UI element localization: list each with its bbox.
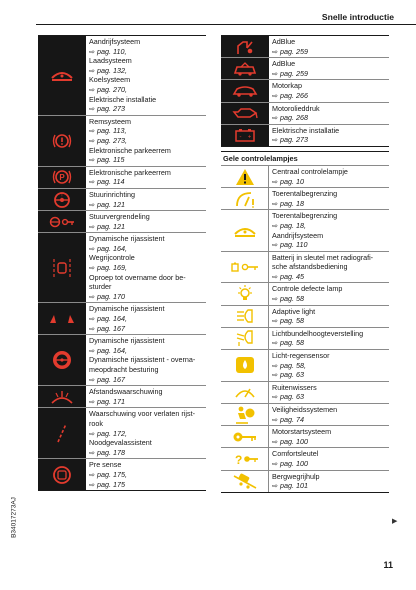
page-reference-link[interactable]: pag. 63	[280, 370, 305, 380]
battery-icon	[221, 125, 269, 146]
indicator-description	[269, 252, 389, 283]
page-reference-link[interactable]: pag. 100	[280, 458, 309, 468]
indicator-label: AdBlue	[272, 59, 296, 69]
indicator-label: Comfortsleutel	[272, 449, 319, 459]
page-ref-arrow-icon: ⇨	[89, 428, 96, 438]
indicator-row	[221, 404, 389, 426]
indicator-description	[269, 283, 389, 304]
page-ref-arrow-icon: ⇨	[89, 479, 96, 489]
indicator-label: Stuurinrichting	[89, 189, 135, 199]
indicator-description	[269, 210, 389, 250]
page-ref-arrow-icon: ⇨	[272, 481, 279, 491]
indicator-label: Dynamische rijassistent - overna-	[89, 355, 196, 365]
indicator-label: Oproep tot overname door be-	[89, 272, 186, 282]
page-reference-link[interactable]: pag. 266	[280, 90, 309, 100]
page-ref-arrow-icon: ⇨	[272, 458, 279, 468]
steering-lock-icon	[38, 211, 86, 232]
side-code	[8, 460, 20, 580]
car-yellow-icon	[221, 210, 269, 250]
page-reference-link[interactable]: pag. 113,	[97, 126, 127, 136]
hill-descent-icon	[221, 471, 269, 492]
page-reference-link[interactable]: pag. 178	[97, 447, 126, 457]
indicator-description	[269, 36, 389, 57]
indicator-label: Stuurvergrendeling	[89, 212, 150, 222]
indicator-label: Waarschuwing voor verlaten rijst-	[89, 409, 195, 419]
indicator-row	[221, 125, 389, 146]
page-ref-arrow-icon: ⇨	[272, 436, 279, 446]
indicator-description	[269, 306, 389, 327]
page-reference-link[interactable]: pag. 110,	[97, 46, 127, 56]
page-ref-arrow-icon: ⇨	[272, 176, 279, 186]
page-ref-arrow-icon: ⇨	[89, 396, 96, 406]
indicator-row	[38, 211, 206, 233]
parking-brake-icon	[38, 167, 86, 188]
key-battery-icon	[221, 252, 269, 283]
indicator-row	[221, 382, 389, 404]
indicator-label: sturder	[89, 282, 112, 292]
indicator-row	[38, 116, 206, 167]
indicator-label: Motorolieddruk	[272, 103, 320, 113]
page-reference-link[interactable]: pag. 268	[280, 113, 309, 123]
indicator-row	[38, 386, 206, 408]
indicator-label: Dynamische rijassistent	[89, 304, 165, 314]
page-ref-arrow-icon: ⇨	[272, 220, 279, 230]
side-code-text: B34017273AJ	[10, 497, 18, 538]
indicator-label: Elektrische installatie	[272, 125, 340, 135]
indicator-row	[221, 58, 389, 80]
indicator-label: Motorstartsysteem	[272, 427, 332, 437]
indicator-label: Afstandswaarschuwing	[89, 387, 163, 397]
indicator-description	[86, 211, 206, 232]
indicator-row	[221, 350, 389, 382]
indicator-row	[221, 306, 389, 328]
page-reference-link[interactable]: pag. 170	[97, 291, 126, 301]
indicator-row	[38, 233, 206, 303]
wiper-icon	[221, 382, 269, 403]
page-reference-link[interactable]: pag. 45	[280, 271, 305, 281]
page-reference-link[interactable]: pag. 273,	[97, 135, 128, 145]
page-reference-link[interactable]: pag. 58	[280, 294, 305, 304]
svg-text:?: ?	[234, 452, 242, 466]
indicator-label: Bergwegrijhulp	[272, 471, 320, 481]
indicator-row	[221, 166, 389, 188]
indicator-label: Licht-regensensor	[272, 351, 330, 361]
page-reference-link[interactable]: pag. 273	[280, 135, 309, 145]
page-ref-arrow-icon: ⇨	[89, 323, 96, 333]
indicator-description	[269, 471, 389, 492]
adaptive-light-icon	[221, 306, 269, 327]
page-reference-link[interactable]: pag. 171	[97, 396, 126, 406]
section-heading: Gele controlelampjes	[221, 152, 389, 166]
comfort-key-icon	[221, 448, 269, 469]
page-reference-link[interactable]: pag. 273	[97, 104, 126, 114]
page-ref-arrow-icon: ⇨	[89, 46, 96, 56]
indicator-label: Lichtbundelhoogteverstelling	[272, 328, 364, 338]
indicator-description	[86, 386, 206, 407]
page-reference-link[interactable]: pag. 270,	[97, 84, 128, 94]
page-reference-link[interactable]: pag. 115	[97, 155, 125, 165]
indicator-label: Dynamische rijassistent	[89, 234, 165, 244]
indicator-row	[221, 252, 389, 284]
hood-icon	[221, 80, 269, 101]
page-reference-link[interactable]: pag. 259	[280, 46, 309, 56]
page-ref-arrow-icon: ⇨	[272, 68, 279, 78]
page-ref-arrow-icon: ⇨	[89, 447, 96, 457]
indicator-description	[269, 426, 389, 447]
page-reference-link[interactable]: pag. 58	[280, 316, 305, 326]
indicator-label: Toerentalbegrenzing	[272, 189, 338, 199]
indicator-row	[38, 408, 206, 459]
page-reference-link[interactable]: pag. 164,	[97, 345, 128, 355]
indicator-label: AdBlue	[272, 37, 296, 46]
indicator-row	[221, 426, 389, 448]
page-reference-link[interactable]: pag. 259	[280, 68, 309, 78]
page-reference-link[interactable]: pag. 121	[97, 221, 126, 231]
page-ref-arrow-icon: ⇨	[89, 126, 96, 136]
page-reference-link[interactable]: pag. 169,	[97, 263, 128, 273]
page-ref-arrow-icon: ⇨	[89, 84, 96, 94]
page-ref-arrow-icon: ⇨	[89, 345, 96, 355]
header-rule	[36, 24, 416, 25]
indicator-label: Noodgevalassistent	[89, 438, 152, 448]
page-ref-arrow-icon: ⇨	[272, 46, 279, 56]
page-reference-link[interactable]: pag. 58,	[280, 360, 307, 370]
bulb-icon	[221, 283, 269, 304]
indicator-description	[269, 404, 389, 425]
adblue-car-icon	[221, 58, 269, 79]
yellow-indicator-table	[221, 166, 389, 493]
indicator-description	[86, 189, 206, 210]
indicator-row	[38, 335, 206, 386]
indicator-row	[221, 36, 389, 58]
indicator-description	[86, 303, 206, 334]
page-reference-link[interactable]: pag. 164,	[97, 314, 128, 324]
indicator-label: Aandrijfsysteem	[89, 37, 141, 46]
indicator-row	[38, 36, 206, 116]
page-reference-link[interactable]: pag. 175	[97, 479, 126, 489]
indicator-row	[221, 210, 389, 251]
indicator-description	[86, 335, 206, 385]
indicator-row	[221, 328, 389, 350]
indicator-description	[86, 36, 206, 115]
page-reference-link[interactable]: pag. 114	[97, 177, 125, 187]
indicator-description	[269, 58, 389, 79]
indicator-description	[86, 459, 206, 490]
indicator-label: Veiligheidssystemen	[272, 405, 338, 414]
svg-text:+: +	[247, 134, 252, 141]
page-ref-arrow-icon: ⇨	[89, 243, 96, 253]
indicator-description	[86, 233, 206, 302]
indicator-description	[269, 448, 389, 469]
pre-sense-icon	[38, 459, 86, 490]
page-number: 11	[383, 560, 393, 570]
right-column	[221, 35, 389, 493]
page-ref-arrow-icon: ⇨	[89, 155, 96, 165]
page-reference-link[interactable]: pag. 175,	[97, 469, 128, 479]
car-red-icon	[38, 36, 86, 115]
page-reference-link[interactable]: pag. 58	[280, 338, 305, 348]
engine-start-key-icon	[221, 426, 269, 447]
indicator-label: Adaptive light	[272, 306, 316, 316]
page-reference-link[interactable]: pag. 63	[280, 392, 305, 402]
page-reference-link[interactable]: pag. 10	[280, 176, 305, 186]
page-ref-arrow-icon: ⇨	[89, 263, 96, 273]
page-reference-link[interactable]: pag. 101	[280, 481, 309, 491]
indicator-label: Batterij in sleutel met radiografi-	[272, 252, 374, 262]
yellow-indicator-section	[221, 151, 389, 493]
page-reference-link[interactable]: pag. 18	[280, 198, 305, 208]
page-reference-link[interactable]: pag. 172,	[97, 428, 128, 438]
page-ref-arrow-icon: ⇨	[272, 135, 279, 145]
warning-triangle-icon	[221, 166, 269, 187]
page-ref-arrow-icon: ⇨	[89, 291, 96, 301]
indicator-description	[269, 350, 389, 381]
indicator-label: rook	[89, 418, 103, 428]
brake-warning-icon	[38, 116, 86, 166]
indicator-label: meopdracht besturing	[89, 365, 159, 374]
indicator-label: Controle defecte lamp	[272, 284, 343, 294]
page-ref-arrow-icon: ⇨	[272, 338, 279, 348]
indicator-label: Aandrijfsysteem	[272, 230, 324, 240]
lane-assist-icon	[38, 233, 86, 302]
light-rain-sensor-icon	[221, 350, 269, 381]
page-ref-arrow-icon: ⇨	[89, 314, 96, 324]
indicator-row	[38, 189, 206, 211]
page-reference-link[interactable]: pag. 167	[97, 323, 126, 333]
indicator-row	[38, 459, 206, 490]
indicator-description	[269, 80, 389, 101]
indicator-label: Koelsysteem	[89, 75, 131, 85]
page-ref-arrow-icon: ⇨	[89, 374, 96, 384]
indicator-label: Toerentalbegrenzing	[272, 211, 338, 221]
page-reference-link[interactable]: pag. 18,	[280, 220, 307, 230]
indicator-label: Dynamische rijassistent	[89, 336, 165, 346]
page-reference-link[interactable]: pag. 100	[280, 436, 309, 446]
indicator-description	[86, 116, 206, 166]
page-ref-arrow-icon: ⇨	[89, 469, 96, 479]
page-ref-arrow-icon: ⇨	[89, 104, 96, 114]
rpm-limit-icon	[221, 188, 269, 209]
indicator-row	[221, 188, 389, 210]
page-header-title: Snelle introductie	[321, 12, 394, 22]
indicator-row	[221, 471, 389, 492]
oil-can-icon	[221, 103, 269, 124]
indicator-row	[221, 80, 389, 102]
page-reference-link[interactable]: pag. 167	[97, 374, 126, 384]
distance-warning-icon	[38, 386, 86, 407]
indicator-description	[269, 103, 389, 124]
page-reference-link[interactable]: pag. 110	[280, 240, 308, 250]
page-ref-arrow-icon: ⇨	[89, 65, 96, 75]
indicator-label: Wegrijcontrole	[89, 253, 135, 263]
page-ref-arrow-icon: ⇨	[89, 199, 96, 209]
continue-arrow-icon: ▶	[392, 518, 398, 525]
svg-text:P: P	[59, 173, 65, 183]
red-indicator-table	[38, 35, 206, 491]
airbag-icon	[221, 404, 269, 425]
indicator-row	[38, 303, 206, 335]
steering-wheel-icon	[38, 189, 86, 210]
page-ref-arrow-icon: ⇨	[89, 177, 96, 187]
page-ref-arrow-icon: ⇨	[272, 113, 279, 123]
indicator-label: Elektronische parkeerrem	[89, 167, 171, 177]
page-ref-arrow-icon: ⇨	[89, 221, 96, 231]
page-ref-arrow-icon: ⇨	[272, 294, 279, 304]
page-ref-arrow-icon: ⇨	[272, 392, 279, 402]
page-reference-link[interactable]: pag. 132,	[97, 65, 128, 75]
page-ref-arrow-icon: ⇨	[272, 360, 279, 370]
indicator-description	[269, 166, 389, 187]
indicator-row	[221, 103, 389, 125]
indicator-description	[269, 328, 389, 349]
page-ref-arrow-icon: ⇨	[272, 240, 279, 250]
adblue-icon	[221, 36, 269, 57]
indicator-label: sche afstandsbediening	[272, 262, 348, 272]
indicator-label: Centraal controlelampje	[272, 166, 348, 176]
indicator-label: Laadsysteem	[89, 56, 132, 66]
lane-markers-icon	[38, 303, 86, 334]
indicator-label: Elektrische installatie	[89, 94, 157, 104]
svg-text:-: -	[239, 134, 242, 141]
indicator-description	[269, 125, 389, 146]
indicator-label: Elektronische parkeerrem	[89, 145, 171, 155]
indicator-row	[38, 167, 206, 189]
indicator-label: Ruitenwissers	[272, 382, 317, 392]
indicator-row	[221, 283, 389, 305]
indicator-description	[86, 408, 206, 458]
page-ref-arrow-icon: ⇨	[89, 135, 96, 145]
indicator-label: Remsysteem	[89, 116, 131, 126]
lane-departure-icon	[38, 408, 86, 458]
indicator-description	[269, 188, 389, 209]
page-ref-arrow-icon: ⇨	[272, 414, 279, 424]
indicator-row	[221, 448, 389, 470]
indicator-description	[86, 167, 206, 188]
page-ref-arrow-icon: ⇨	[272, 370, 279, 380]
indicator-description	[269, 382, 389, 403]
page-reference-link[interactable]: pag. 74	[280, 414, 305, 424]
left-column	[38, 35, 206, 491]
red-indicator-table-continued	[221, 35, 389, 147]
indicator-label: Pre sense	[89, 460, 122, 470]
indicator-label: Motorkap	[272, 81, 302, 91]
headlight-range-icon	[221, 328, 269, 349]
page-ref-arrow-icon: ⇨	[272, 271, 279, 281]
page-ref-arrow-icon: ⇨	[272, 316, 279, 326]
svg-text:!: !	[61, 193, 63, 199]
page-ref-arrow-icon: ⇨	[272, 90, 279, 100]
page-reference-link[interactable]: pag. 164,	[97, 243, 128, 253]
page-ref-arrow-icon: ⇨	[272, 198, 279, 208]
steering-takeover-icon	[38, 335, 86, 385]
page-reference-link[interactable]: pag. 121	[97, 199, 126, 209]
